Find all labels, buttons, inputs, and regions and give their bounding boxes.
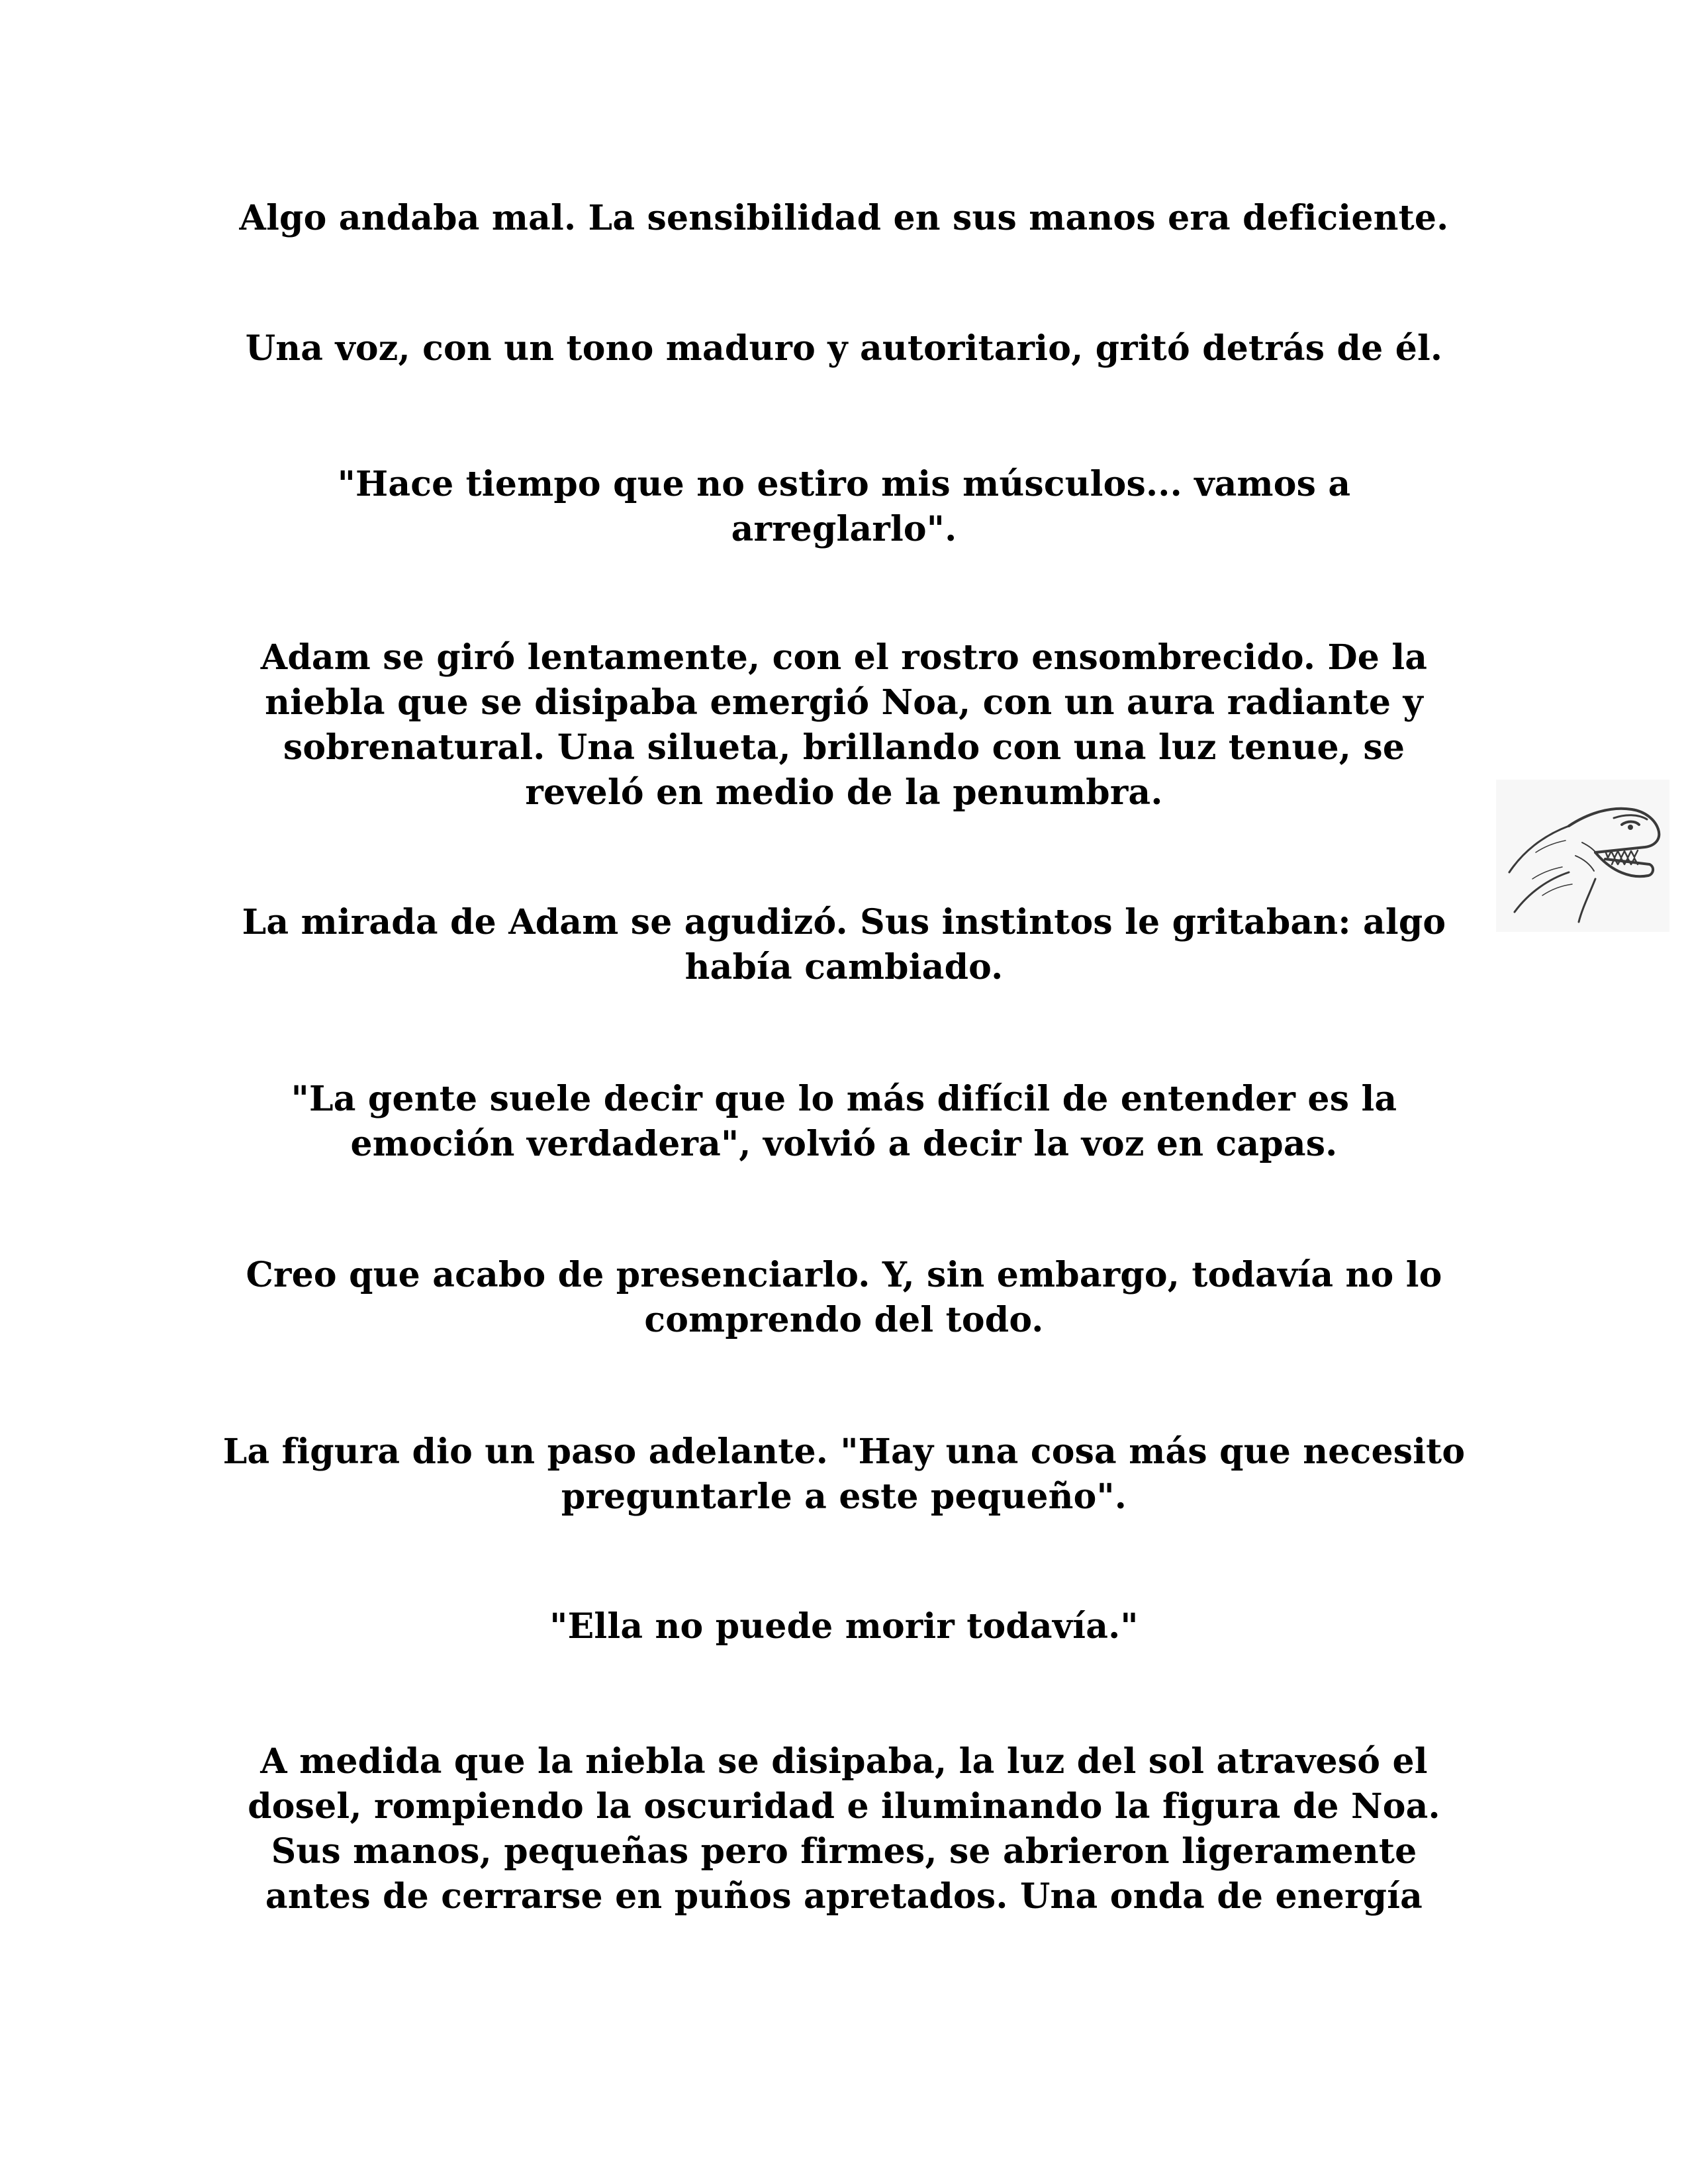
paragraph-10: A medida que la niebla se disipaba, la luz del sol atravesó el dosel, rompiendo la oscuridad e iluminando la figura de Noa. Sus manos, pequeñas pero firmes, se abrieron ligeramente antes de cerrarse en puños apretados. Una onda de energía bbox=[248, 1741, 1440, 1917]
paragraph-4: Adam se giró lentamente, con el rostro ensombrecido. De la niebla que se disipaba emergió Noa, con un aura radiante y sobrenatural. Una silueta, brillando con una luz tenue, se reveló en medio de la penumbra. bbox=[260, 637, 1428, 813]
paragraph-2: Una voz, con un tono maduro y autoritario, gritó detrás de él. bbox=[245, 328, 1443, 369]
paragraph-7: Creo que acabo de presenciarlo. Y, sin embargo, todavía no lo comprendo del todo. bbox=[246, 1255, 1442, 1340]
paragraph-6: "La gente suele decir que lo más difícil de entender es la emoción verdadera", volvió a decir la voz en capas. bbox=[291, 1079, 1397, 1164]
dinosaur-head-sketch-icon bbox=[1496, 780, 1669, 932]
paragraph-3: "Hace tiempo que no estiro mis músculos... vamos a arreglarlo". bbox=[337, 464, 1351, 549]
paragraph-9: "Ella no puede morir todavía." bbox=[549, 1606, 1139, 1647]
paragraph-8: La figura dio un paso adelante. "Hay una cosa más que necesito preguntarle a este pequeño". bbox=[222, 1432, 1466, 1517]
paragraph-1: Algo andaba mal. La sensibilidad en sus manos era deficiente. bbox=[239, 198, 1449, 238]
paragraph-5: La mirada de Adam se agudizó. Sus instintos le gritaban: algo había cambiado. bbox=[242, 902, 1446, 987]
